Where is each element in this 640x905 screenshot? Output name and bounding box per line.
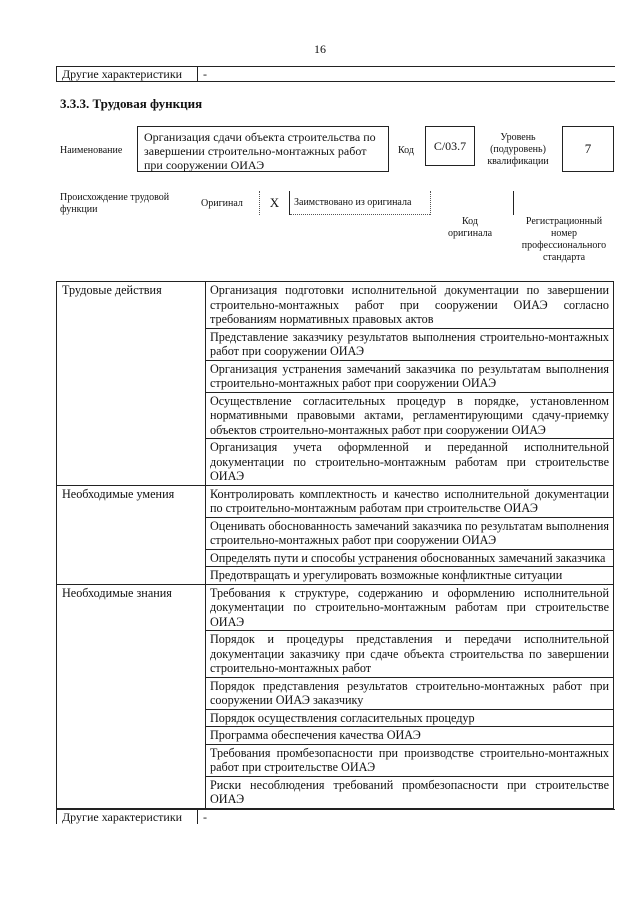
other-characteristics-bottom-row [56,809,615,824]
list-item: Организация устранения замечаний заказчика по результатам выполнения строительно-монтажных работ при сооружении ОИАЭ [206,360,614,392]
list-item: Контролировать комплектность и качество исполнительной документации по строительно-монтажным работам при строительстве ОИАЭ [206,485,614,517]
other-characteristics-value: - [203,67,207,81]
list-item: Организация подготовки исполнительной документации по завершении строительно-монтажных работ при сооружении ОИАЭ согласно требованиям нормативных правовых актов [206,282,614,329]
name-label: Наименование [60,145,123,156]
code-original-label: Код оригинала [447,216,493,239]
code-value: С/03.7 [425,126,475,166]
category-knowledge: Необходимые знания [57,584,206,808]
other-characteristics-label: Другие характеристики [57,67,198,81]
table-row [57,282,614,329]
function-name-value: Организация сдачи объекта строительства по завершении строительно-монтажных работ при сооружении ОИАЭ [137,126,389,172]
list-item: Порядок представления результатов строительно-монтажных работ при сооружении ОИАЭ заказчику [206,677,614,709]
page-number: 16 [314,42,326,56]
origin-label: Происхождение трудовой функции [60,192,170,215]
other-characteristics-value: - [203,810,207,824]
list-item: Требования промбезопасности при производстве строительно-монтажных работ при строительстве ОИАЭ [206,744,614,776]
origin-row [196,191,614,215]
category-actions: Трудовые действия [57,282,206,486]
list-item: Организация учета оформленной и переданной исполнительной документации по строительно-монтажным работам при строительстве ОИАЭ [206,439,614,486]
list-item: Определять пути и способы устранения обоснованных замечаний заказчика [206,549,614,567]
code-original-cell [430,191,514,215]
list-item: Осуществление согласительных процедур в порядке, установленном нормативными правовыми актами, регламентирующими сдачу-приемку объектов строительно-монтажных работ при сооружении ОИАЭ [206,392,614,439]
list-item: Программа обеспечения качества ОИАЭ [206,727,614,745]
original-label: Оригинал [196,191,260,215]
list-item: Порядок и процедуры представления и передачи исполнительной документации заказчику при сдаче объекта строительства по завершении строительно-монтажных работ [206,631,614,678]
code-label: Код [398,145,414,156]
list-item: Представление заказчику результатов выполнения строительно-монтажных работ при сооружении ОИАЭ [206,328,614,360]
table-row [57,584,614,631]
list-item: Предотвращать и урегулировать возможные конфликтные ситуации [206,567,614,585]
list-item: Риски несоблюдения требований промбезопасности при строительстве ОИАЭ [206,776,614,808]
level-label: Уровень (подуровень) квалификации [487,132,549,167]
section-title: 3.3.3. Трудовая функция [60,96,203,111]
other-characteristics-label: Другие характеристики [57,810,198,824]
level-value: 7 [562,126,614,172]
reg-number-label: Регистрационный номер профессионального стандарта [521,216,607,263]
other-characteristics-top-row [56,66,615,82]
list-item: Требования к структуре, содержанию и оформлению исполнительной документации по строительно-монтажным работам при строительстве ОИАЭ [206,584,614,631]
category-skills: Необходимые умения [57,485,206,584]
list-item: Оценивать обоснованность замечаний заказчика по результатам выполнения строительно-монтажных работ при сооружении ОИАЭ [206,517,614,549]
list-item: Порядок осуществления согласительных процедур [206,709,614,727]
table-row [57,485,614,517]
borrowed-label: Заимствовано из оригинала [290,191,430,215]
labor-function-table [56,281,614,809]
original-mark: X [260,191,290,215]
